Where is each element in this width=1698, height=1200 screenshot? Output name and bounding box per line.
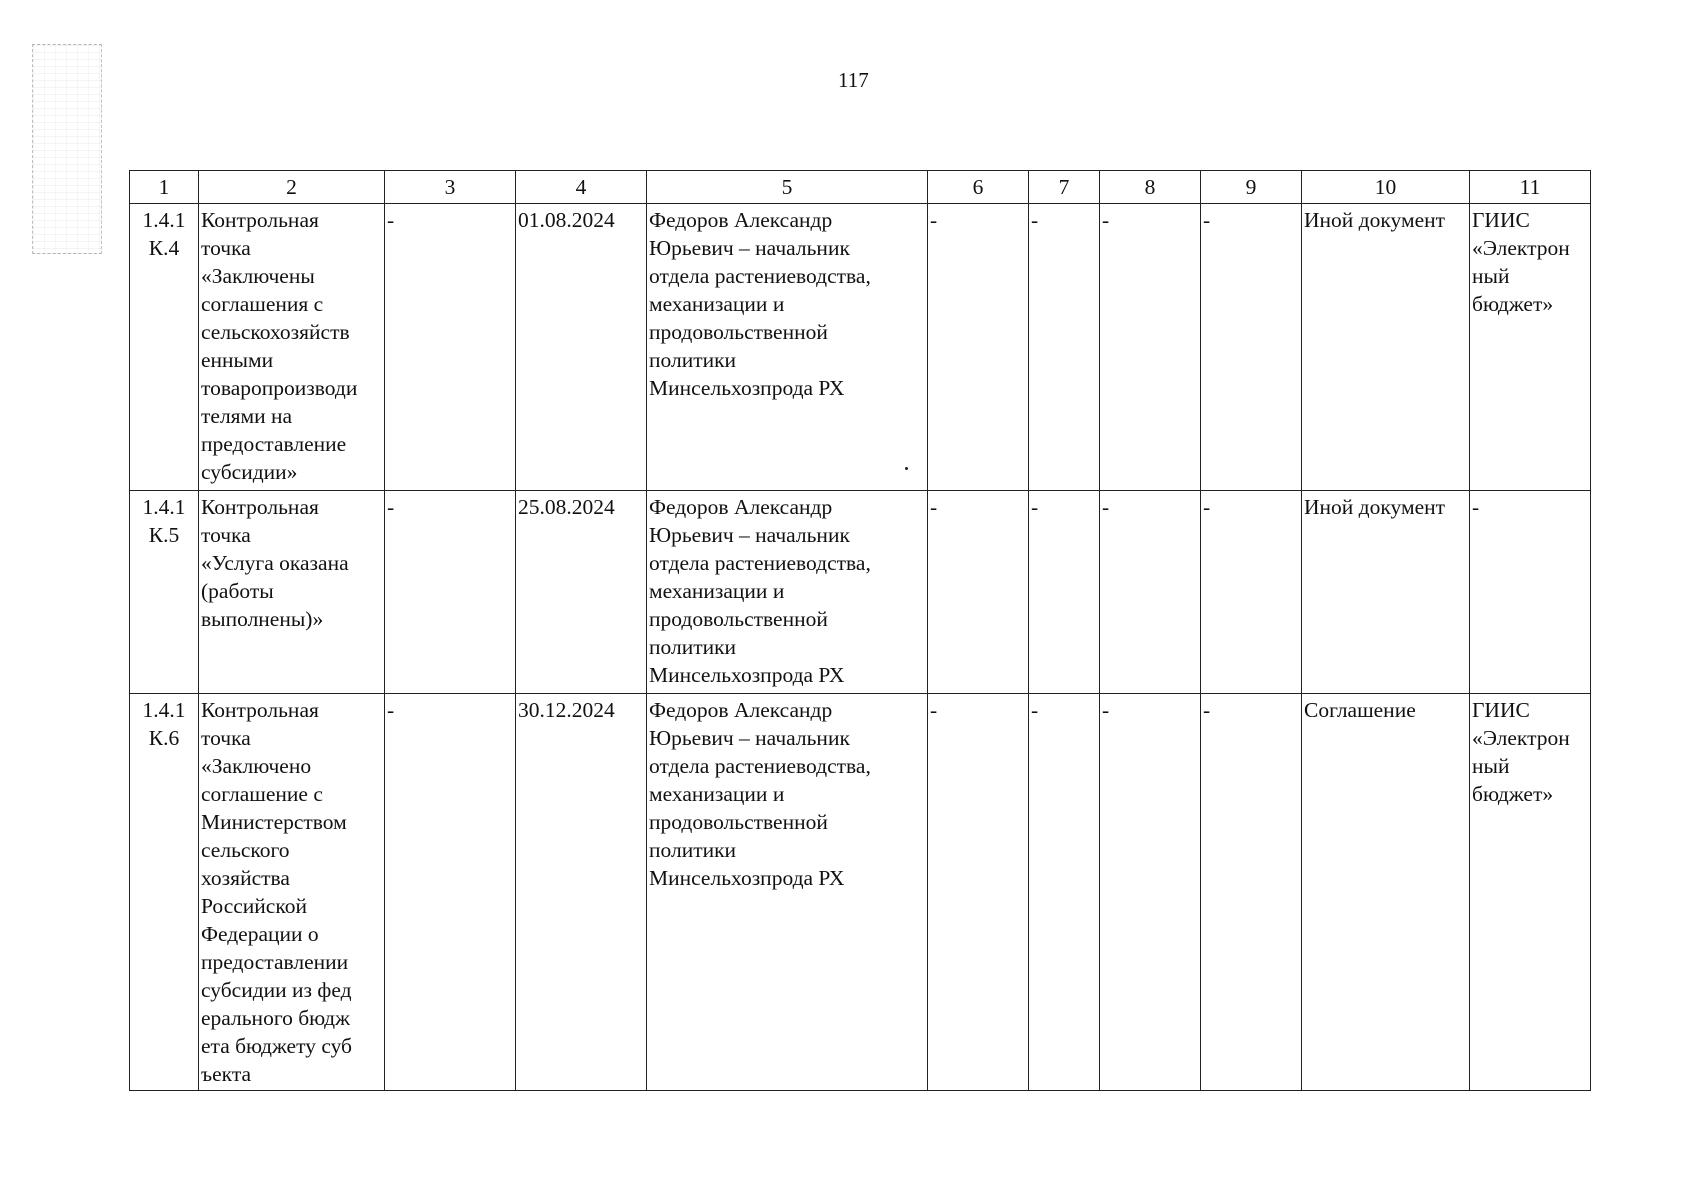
column-header: 8 [1100, 171, 1201, 204]
col8-cell: - [1100, 204, 1201, 491]
column-header: 9 [1201, 171, 1302, 204]
col7-cell: - [1029, 491, 1100, 694]
table-row [130, 491, 1591, 694]
control-point-name-cell: Контрольная точка «Заключено соглашение с Министерством сельского хозяйства Российской Федерации о предоставлении субсидии из фед ерального бюдж ета бюджету суб ъекта [199, 694, 385, 1091]
col8-cell: - [1100, 694, 1201, 1091]
col6-cell: - [928, 694, 1029, 1091]
column-header: 1 [130, 171, 199, 204]
scan-artifact-stamp [32, 44, 102, 254]
column-header: 11 [1470, 171, 1591, 204]
row-number-cell: 1.4.1 К.6 [130, 694, 199, 1091]
col9-cell: - [1201, 204, 1302, 491]
control-points-table [129, 170, 1591, 1091]
col3-cell: - [385, 694, 516, 1091]
column-header: 10 [1302, 171, 1470, 204]
col7-cell: - [1029, 694, 1100, 1091]
column-header: 3 [385, 171, 516, 204]
document-type-cell: Иной документ [1302, 491, 1470, 694]
col9-cell: - [1201, 694, 1302, 1091]
col7-cell: - [1029, 204, 1100, 491]
col6-cell: - [928, 204, 1029, 491]
table-row [130, 204, 1591, 491]
column-header: 5 [647, 171, 928, 204]
information-system-cell: ГИИС «Электрон ный бюджет» [1470, 694, 1591, 1091]
responsible-cell: Федоров Александр Юрьевич – начальник отдела растениеводства, механизации и продовольственной политики Минсельхозпрода РХ [647, 204, 928, 491]
table-row [130, 694, 1591, 1091]
col3-cell: - [385, 491, 516, 694]
page-number: 117 [838, 68, 869, 92]
row-number-cell: 1.4.1 К.4 [130, 204, 199, 491]
date-cell: 30.12.2024 [516, 694, 647, 1091]
column-header: 6 [928, 171, 1029, 204]
information-system-cell: ГИИС «Электрон ный бюджет» [1470, 204, 1591, 491]
responsible-cell: Федоров Александр Юрьевич – начальник отдела растениеводства, механизации и продовольственной политики Минсельхозпрода РХ [647, 694, 928, 1091]
information-system-cell: - [1470, 491, 1591, 694]
document-type-cell: Иной документ [1302, 204, 1470, 491]
control-point-name-cell: Контрольная точка «Услуга оказана (работы выполнены)» [199, 491, 385, 694]
col3-cell: - [385, 204, 516, 491]
date-cell: 25.08.2024 [516, 491, 647, 694]
col8-cell: - [1100, 491, 1201, 694]
scan-speck [905, 467, 908, 470]
col6-cell: - [928, 491, 1029, 694]
date-cell: 01.08.2024 [516, 204, 647, 491]
column-header: 7 [1029, 171, 1100, 204]
document-type-cell: Соглашение [1302, 694, 1470, 1091]
column-header: 2 [199, 171, 385, 204]
table-header-row [130, 171, 1591, 204]
row-number-cell: 1.4.1 К.5 [130, 491, 199, 694]
col9-cell: - [1201, 491, 1302, 694]
responsible-cell: Федоров Александр Юрьевич – начальник отдела растениеводства, механизации и продовольственной политики Минсельхозпрода РХ [647, 491, 928, 694]
column-header: 4 [516, 171, 647, 204]
control-point-name-cell: Контрольная точка «Заключены соглашения с сельскохозяйств енными товаропроизводи телями на предоставление субсидии» [199, 204, 385, 491]
